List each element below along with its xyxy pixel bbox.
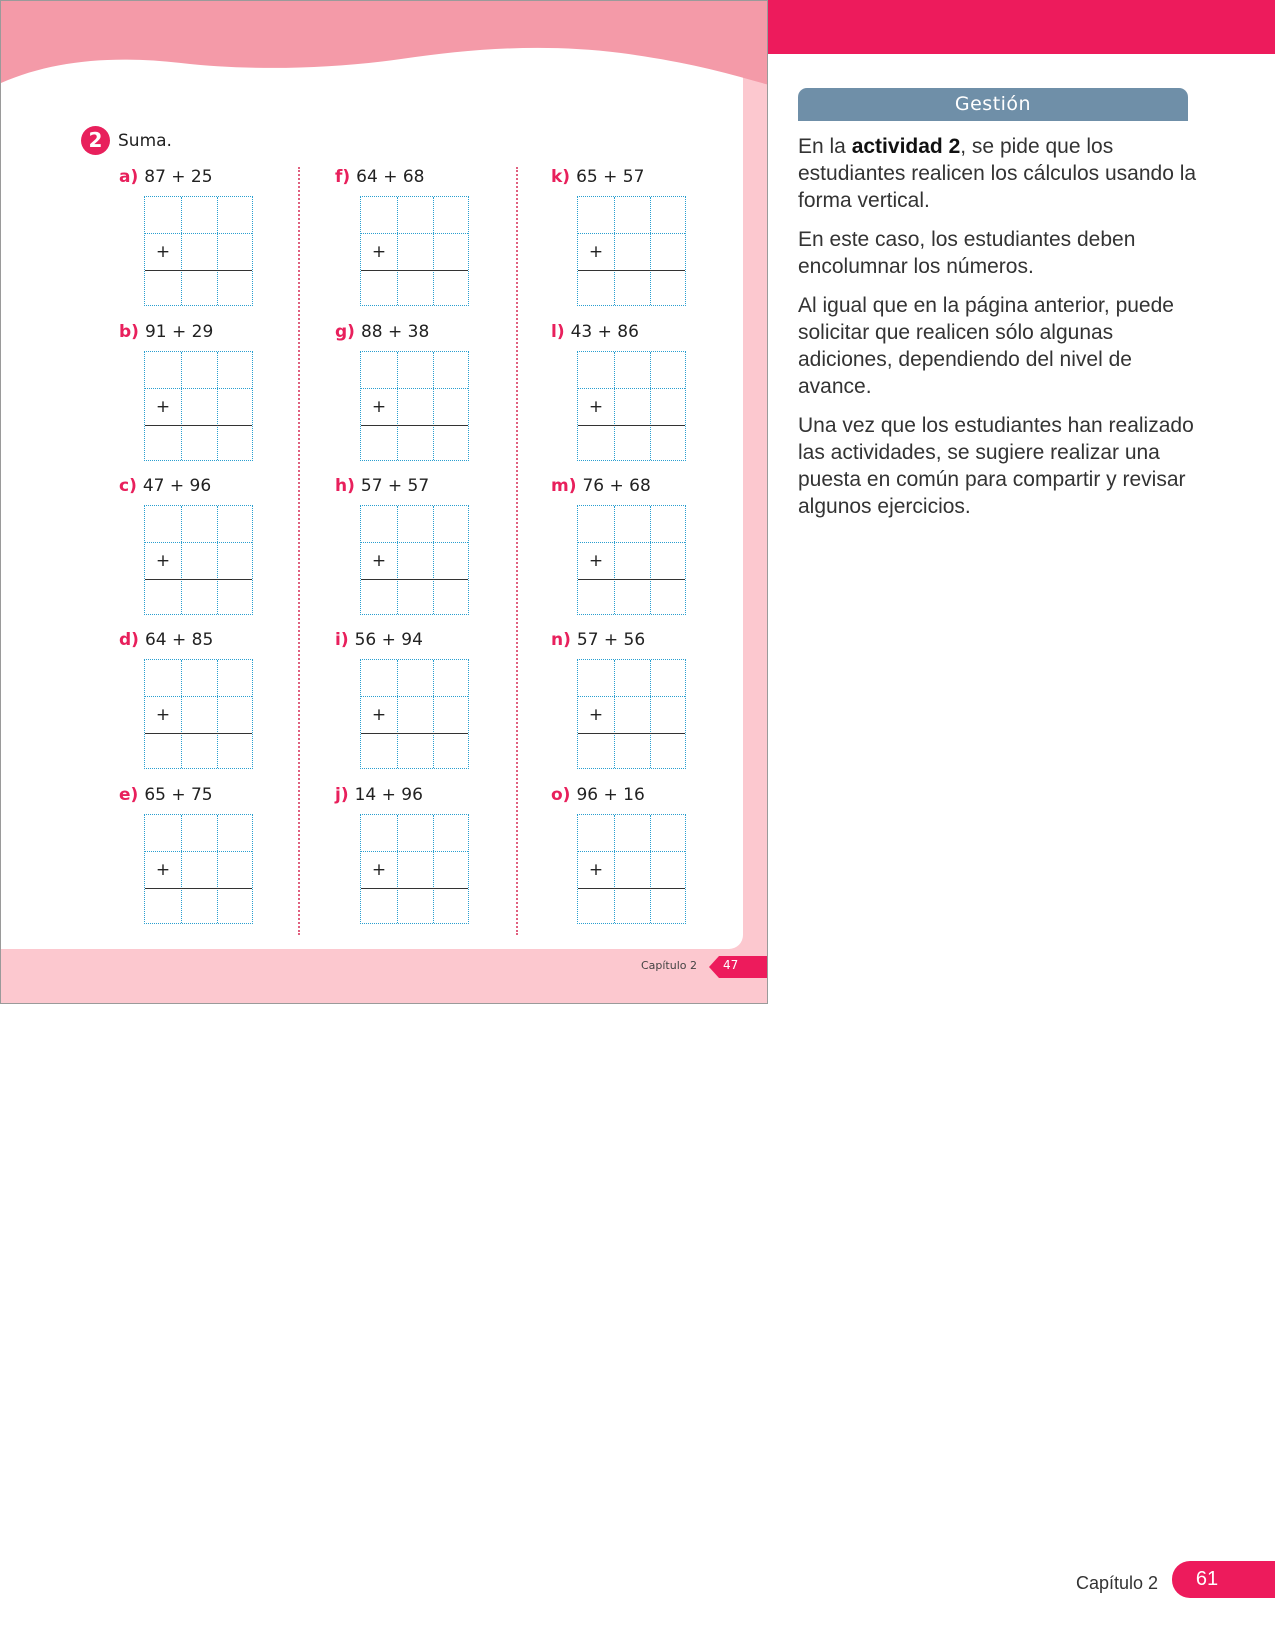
activity-header <box>81 126 172 155</box>
grid-line <box>181 506 182 614</box>
problem-letter: k) <box>551 167 571 187</box>
addition-problem <box>119 322 319 472</box>
problem-letter: f) <box>335 167 351 187</box>
plus-sign: + <box>371 397 387 417</box>
plus-sign: + <box>155 551 171 571</box>
grid-line <box>433 352 434 460</box>
sum-line <box>145 733 252 734</box>
problem-letter: n) <box>551 630 571 650</box>
addition-problem <box>119 476 319 626</box>
problem-letter: j) <box>335 785 349 805</box>
sum-line <box>145 425 252 426</box>
problem-label <box>119 322 213 342</box>
sum-line <box>578 579 685 580</box>
plus-sign: + <box>588 397 604 417</box>
grid-line <box>397 660 398 768</box>
guide-text <box>798 133 1198 532</box>
problem-expression: 64 + 85 <box>144 630 214 650</box>
problem-letter: m) <box>551 476 577 496</box>
addition-problem <box>335 476 535 626</box>
vertical-addition-grid[interactable] <box>360 196 469 306</box>
problem-label <box>119 167 213 187</box>
addition-problem <box>551 476 751 626</box>
problem-letter: d) <box>119 630 139 650</box>
problem-label <box>335 630 423 650</box>
sum-line <box>578 733 685 734</box>
problem-letter: b) <box>119 322 139 342</box>
sum-line <box>578 888 685 889</box>
grid-line <box>397 352 398 460</box>
problem-expression: 88 + 38 <box>360 322 430 342</box>
vertical-addition-grid[interactable] <box>360 505 469 615</box>
grid-line <box>181 815 182 923</box>
addition-problem <box>551 630 751 780</box>
grid-line <box>433 660 434 768</box>
problem-expression: 57 + 57 <box>360 476 430 496</box>
problem-label <box>119 630 213 650</box>
guide-text-span: En la <box>798 135 852 158</box>
problem-label <box>335 167 425 187</box>
footer-page-tab <box>1172 1561 1275 1598</box>
problem-expression: 43 + 86 <box>570 322 639 342</box>
problem-label <box>551 785 645 805</box>
activity-number-badge: 2 <box>81 126 110 155</box>
sum-line <box>361 888 468 889</box>
addition-problem <box>551 167 751 317</box>
addition-problem <box>551 785 751 935</box>
problem-expression: 14 + 96 <box>354 785 423 805</box>
grid-line <box>650 815 651 923</box>
sum-line <box>361 733 468 734</box>
problem-letter: l) <box>551 322 565 342</box>
grid-line <box>217 197 218 305</box>
grid-line <box>614 660 615 768</box>
grid-line <box>614 352 615 460</box>
problem-letter: h) <box>335 476 355 496</box>
sum-line <box>145 270 252 271</box>
plus-sign: + <box>371 860 387 880</box>
guide-paragraph: Al igual que en la página anterior, puede solicitar que realicen sólo algunas adiciones, dependiendo del nivel de avance. <box>798 294 1174 398</box>
plus-sign: + <box>588 705 604 725</box>
grid-line <box>217 815 218 923</box>
problem-label <box>335 322 429 342</box>
vertical-addition-grid[interactable] <box>577 814 686 924</box>
problem-label <box>551 322 639 342</box>
page-number: 47 <box>723 958 739 972</box>
grid-line <box>181 352 182 460</box>
vertical-addition-grid[interactable] <box>144 659 253 769</box>
grid-line <box>614 197 615 305</box>
plus-sign: + <box>155 397 171 417</box>
problem-letter: e) <box>119 785 139 805</box>
problem-expression: 87 + 25 <box>144 167 213 187</box>
problem-expression: 56 + 94 <box>354 630 423 650</box>
vertical-addition-grid[interactable] <box>577 505 686 615</box>
problem-label <box>551 476 651 496</box>
vertical-addition-grid[interactable] <box>577 351 686 461</box>
addition-problem <box>335 785 535 935</box>
vertical-addition-grid[interactable] <box>144 351 253 461</box>
plus-sign: + <box>371 551 387 571</box>
sum-line <box>361 579 468 580</box>
top-wave-decoration <box>1 1 768 101</box>
grid-line <box>397 197 398 305</box>
vertical-addition-grid[interactable] <box>360 659 469 769</box>
addition-problem <box>551 322 751 472</box>
grid-line <box>650 197 651 305</box>
problem-label <box>335 785 423 805</box>
sum-line <box>361 425 468 426</box>
guide-text-span: , se pide que los estudiantes realicen los cálculos usando la forma vertical. <box>798 135 1197 212</box>
grid-line <box>397 506 398 614</box>
problem-expression: 76 + 68 <box>582 476 651 496</box>
vertical-addition-grid[interactable] <box>144 814 253 924</box>
problem-letter: o) <box>551 785 571 805</box>
problem-letter: i) <box>335 630 349 650</box>
grid-line <box>650 352 651 460</box>
plus-sign: + <box>588 551 604 571</box>
page-number-tab <box>709 956 768 978</box>
guide-paragraph: Una vez que los estudiantes han realizado las actividades, se sugiere realizar una puesta en común para compartir y revisar algunos ejercicios. <box>798 414 1194 518</box>
vertical-addition-grid[interactable] <box>360 351 469 461</box>
problem-letter: g) <box>335 322 355 342</box>
plus-sign: + <box>588 242 604 262</box>
problem-label <box>119 476 211 496</box>
grid-line <box>650 660 651 768</box>
grid-line <box>217 352 218 460</box>
plus-sign: + <box>588 860 604 880</box>
problem-letter: c) <box>119 476 137 496</box>
problem-expression: 91 + 29 <box>144 322 214 342</box>
page-chapter-label: Capítulo 2 <box>640 959 697 972</box>
sum-line <box>578 425 685 426</box>
addition-problem <box>119 167 319 317</box>
plus-sign: + <box>371 705 387 725</box>
guide-paragraph: En este caso, los estudiantes deben encolumnar los números. <box>798 228 1136 278</box>
vertical-addition-grid[interactable] <box>577 196 686 306</box>
vertical-addition-grid[interactable] <box>144 505 253 615</box>
grid-line <box>217 660 218 768</box>
student-workbook-page <box>0 0 768 1004</box>
plus-sign: + <box>155 242 171 262</box>
problem-letter: a) <box>119 167 139 187</box>
footer-page-number: 61 <box>1195 1568 1219 1590</box>
activity-instruction: Suma. <box>118 130 172 151</box>
sum-line <box>361 270 468 271</box>
grid-line <box>433 506 434 614</box>
problem-label <box>119 785 213 805</box>
grid-line <box>433 197 434 305</box>
grid-line <box>614 506 615 614</box>
sum-line <box>578 270 685 271</box>
addition-problem <box>119 630 319 780</box>
problem-expression: 65 + 57 <box>576 167 645 187</box>
sum-line <box>145 888 252 889</box>
vertical-addition-grid[interactable] <box>144 196 253 306</box>
sum-line <box>145 579 252 580</box>
addition-problem <box>335 630 535 780</box>
grid-line <box>217 506 218 614</box>
plus-sign: + <box>155 705 171 725</box>
guide-bold-term: actividad 2 <box>851 135 961 158</box>
problem-expression: 57 + 56 <box>576 630 646 650</box>
problem-label <box>335 476 429 496</box>
addition-problem <box>335 322 535 472</box>
grid-line <box>181 660 182 768</box>
problem-expression: 47 + 96 <box>142 476 212 496</box>
grid-line <box>650 506 651 614</box>
grid-line <box>181 197 182 305</box>
grid-line <box>614 815 615 923</box>
plus-sign: + <box>371 242 387 262</box>
vertical-addition-grid[interactable] <box>577 659 686 769</box>
addition-problem <box>335 167 535 317</box>
problem-expression: 65 + 75 <box>144 785 213 805</box>
problem-expression: 64 + 68 <box>356 167 425 187</box>
guide-top-bar <box>768 0 1275 54</box>
vertical-addition-grid[interactable] <box>360 814 469 924</box>
problem-expression: 96 + 16 <box>576 785 645 805</box>
footer-chapter-label: Capítulo 2 <box>1076 1573 1159 1593</box>
grid-line <box>397 815 398 923</box>
gestion-header: Gestión <box>798 88 1188 121</box>
problem-label <box>551 167 644 187</box>
problem-label <box>551 630 645 650</box>
addition-problem <box>119 785 319 935</box>
grid-line <box>433 815 434 923</box>
guide-paragraph <box>798 133 1198 214</box>
plus-sign: + <box>155 860 171 880</box>
